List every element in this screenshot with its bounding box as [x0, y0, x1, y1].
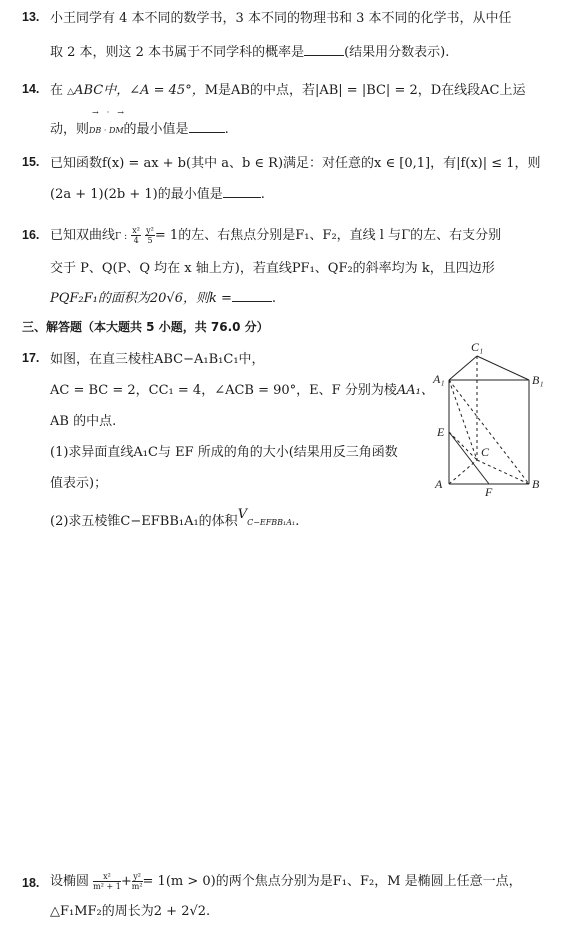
- q13-number: 13.: [22, 10, 40, 24]
- q14-text-b: ABC中，∠A = 45°，: [74, 83, 205, 98]
- q18-plus: +: [120, 874, 132, 889]
- section-title: 三、解答题（本大题共 5 小题，共 76.0 分）: [22, 320, 269, 334]
- q16-fraction-y: [145, 226, 155, 245]
- label-a: A: [435, 477, 443, 491]
- q14-text-d: 动，则: [50, 122, 90, 137]
- label-c: C: [481, 445, 490, 459]
- q13-line1: 小王同学有 4 本不同的数学书，3 本不同的物理书和 3 本不同的化学书，从中任: [50, 11, 512, 26]
- triangle-symbol: △: [67, 87, 75, 97]
- q17-line4: (1)求异面直线A₁C与 EF 所成的角的大小(结果用反三角函数: [50, 445, 398, 460]
- q13-line2-note: (结果用分数表示).: [344, 45, 450, 60]
- segment-a1-b-hidden: [449, 380, 529, 484]
- q18-line2: △F₁MF₂的周长为2 + 2√2.: [50, 904, 211, 919]
- q16-number: 16.: [22, 228, 40, 242]
- q15-line1: 已知函数f(x) = ax + b(其中 a、b ∈ R)满足：对任意的x ∈ [0,1]，有|f(x)| ≤ 1，则: [50, 156, 541, 171]
- q16-text-a: 已知双曲线: [50, 228, 116, 243]
- q16-text-b: 的左、右焦点分别是F₁、F₂，直线 l 与Γ的左、右支分别: [178, 228, 502, 243]
- q17-line1: 如图，在直三棱柱ABC−A₁B₁C₁中，: [50, 352, 265, 367]
- q17-line6: [50, 507, 300, 532]
- q17-text-c: (2)求五棱锥C−EFBB₁A₁的体积: [50, 514, 238, 529]
- q16-frac-y-den: 5: [147, 236, 153, 245]
- q18-fraction-x: [93, 872, 121, 891]
- q14-line1: [50, 82, 526, 101]
- q16-frac-x-den: 4: [133, 236, 139, 245]
- q17-line2: [50, 382, 434, 400]
- q15-text: (2a + 1)(2b + 1)的最小值是: [50, 187, 223, 202]
- q14-vector-arrows: → · →: [92, 108, 124, 117]
- q18-text-b: = 1(m > 0)的两个焦点分别为是F₁、F₂，M 是椭圆上任意一点，: [142, 874, 522, 889]
- q17-line5: 值表示)；: [50, 476, 108, 491]
- q14-text-a: 在: [50, 83, 64, 98]
- label-a1: A₁: [433, 372, 445, 386]
- edge-a1-c1: [449, 356, 477, 380]
- q16-text-c: PQF₂F₁的面积为20√6，则k =: [50, 291, 232, 306]
- edge-c1-b1: [477, 356, 529, 380]
- q16-eq: = 1: [154, 228, 179, 243]
- prism-figure: [425, 338, 555, 498]
- q14-answer-blank: [189, 132, 225, 133]
- label-c1: C₁: [471, 340, 484, 354]
- q17-number: 17.: [22, 351, 40, 365]
- q14-number: 14.: [22, 82, 40, 96]
- q15-line2: [50, 186, 265, 204]
- q14-text-e: 的最小值是: [123, 122, 189, 137]
- q13-answer-blank: [304, 55, 344, 56]
- label-b: B: [532, 477, 540, 491]
- q14-period: .: [224, 122, 229, 137]
- q14-line2: [50, 121, 229, 140]
- q17-text-b: AA₁、: [396, 383, 434, 398]
- label-b1: B₁: [532, 373, 544, 387]
- q16-period: .: [271, 291, 277, 306]
- gamma-symbol: Γ :: [115, 232, 128, 242]
- q17-line3: AB 的中点.: [50, 414, 117, 429]
- q18-fraction-y: [132, 872, 143, 891]
- q15-number: 15.: [22, 155, 40, 169]
- q18-frac-x-num: x²: [93, 872, 121, 882]
- q18-frac-y-den: m²: [131, 882, 143, 891]
- q17-period: .: [295, 514, 300, 529]
- q14-vector-expr: DB · DM: [89, 126, 124, 135]
- label-e: E: [437, 425, 445, 439]
- q18-number: 18.: [22, 876, 40, 890]
- q16-answer-blank: [232, 301, 272, 302]
- q18-text-a: 设椭圆: [50, 874, 90, 889]
- q15-period: .: [260, 187, 265, 202]
- edge-c-b-hidden: [477, 460, 529, 484]
- q17-volume-subscript: C−EFBB₁A₁: [247, 518, 296, 527]
- q17-volume-symbol: V: [237, 507, 248, 522]
- q16-fraction-x: [131, 226, 141, 245]
- segment-a1-c-hidden: [449, 380, 477, 460]
- q15-answer-blank: [223, 197, 261, 198]
- q18-frac-y-num: y²: [133, 872, 141, 881]
- q16-frac-y-num: y²: [146, 226, 154, 235]
- q16-line2: 交于 P、Q(P、Q 均在 x 轴上方)，若直线PF₁、QF₂的斜率均为 k，且四边形: [50, 261, 495, 276]
- segment-e-c-hidden: [449, 432, 477, 460]
- q16-line1: [50, 226, 501, 246]
- q16-frac-x-num: x²: [132, 226, 141, 235]
- q18-frac-x-den: m² + 1: [93, 882, 121, 891]
- label-f: F: [485, 485, 493, 498]
- q17-text-a: AC = BC = 2，CC₁ = 4，∠ACB = 90°，E、F 分别为棱: [50, 383, 397, 398]
- q13-line2-text: 取 2 本，则这 2 本书属于不同学科的概率是: [50, 45, 305, 60]
- q14-text-c: M是AB的中点，若|AB| = |BC| = 2，D在线段AC上运: [204, 83, 526, 98]
- q18-line1: [50, 872, 522, 891]
- q13-line2: [50, 44, 449, 62]
- q16-line3: [50, 290, 276, 308]
